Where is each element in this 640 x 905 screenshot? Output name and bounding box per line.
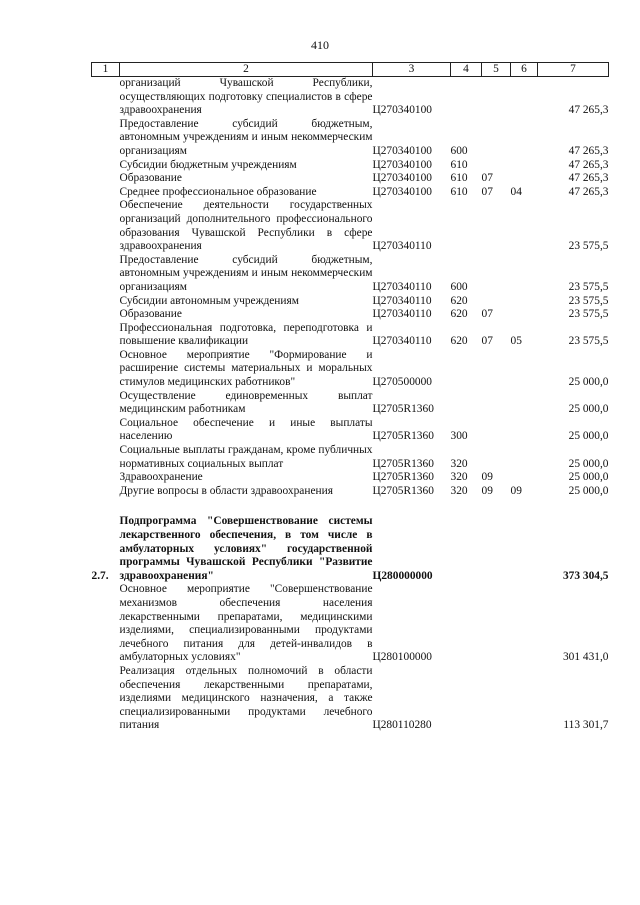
row-name: Субсидии бюджетным учреждениям xyxy=(119,158,297,171)
amount: 23 575,5 xyxy=(568,308,609,321)
amount-cell xyxy=(538,254,609,295)
row-number-cell xyxy=(92,159,120,173)
subsection-code-cell xyxy=(511,349,538,390)
target-code: Ц270340100 xyxy=(372,172,432,185)
expense-type-cell xyxy=(451,295,482,309)
amount: 373 304,5 xyxy=(562,569,609,582)
target-code: Ц270340100 xyxy=(372,158,432,171)
expense-type-cell xyxy=(451,77,482,118)
expense-type-cell xyxy=(451,254,482,295)
row-name: Другие вопросы в области здравоохранения xyxy=(119,484,333,497)
budget-table xyxy=(91,62,609,733)
row-name-cell xyxy=(120,583,373,665)
row-number-cell xyxy=(92,665,120,733)
column-header: 2 xyxy=(120,63,373,77)
expense-type-cell xyxy=(451,390,482,417)
row-name: организаций Чувашской Республики, осуществляющих подготовку специалистов в сфере здравоохранения xyxy=(119,77,373,117)
target-code: Ц280100000 xyxy=(372,651,432,664)
row-name-cell xyxy=(120,159,373,173)
subsection-code-cell xyxy=(511,118,538,159)
row-name-cell xyxy=(120,254,373,295)
row-number-cell xyxy=(92,254,120,295)
table-row xyxy=(92,583,609,665)
row-number: 2.7. xyxy=(91,569,109,582)
expense-type-cell xyxy=(451,186,482,200)
section-code: 07 xyxy=(481,308,493,321)
expense-type: 610 xyxy=(450,158,468,171)
target-code-cell xyxy=(373,118,451,159)
table-row xyxy=(92,295,609,309)
column-header: 3 xyxy=(373,63,451,77)
expense-type-cell xyxy=(451,485,482,499)
subsection-code-cell xyxy=(511,186,538,200)
expense-type-cell xyxy=(451,118,482,159)
target-code-cell xyxy=(373,390,451,417)
target-code: Ц270340110 xyxy=(372,294,432,307)
target-code: Ц280000000 xyxy=(372,569,433,582)
expense-type: 610 xyxy=(450,185,468,198)
subsection-code-cell xyxy=(511,77,538,118)
section-code-cell xyxy=(482,665,511,733)
expense-type-cell xyxy=(451,665,482,733)
subsection-code: 05 xyxy=(510,335,522,348)
target-code: Ц270500000 xyxy=(372,376,432,389)
row-number-cell xyxy=(92,417,120,444)
expense-type-cell xyxy=(451,159,482,173)
row-name: Предоставление субсидий бюджетным, автономным учреждениям и иным некоммерческим организациям xyxy=(119,253,373,293)
section-code-cell xyxy=(482,159,511,173)
row-number-cell xyxy=(92,444,120,471)
target-code: Ц270340110 xyxy=(372,240,432,253)
amount-cell xyxy=(538,417,609,444)
section-code-cell xyxy=(482,254,511,295)
amount: 25 000,0 xyxy=(568,484,609,497)
amount: 25 000,0 xyxy=(568,430,609,443)
table-row xyxy=(92,308,609,322)
subsection-code-cell xyxy=(511,199,538,253)
subsection-code: 09 xyxy=(510,484,522,497)
row-number-cell xyxy=(92,77,120,118)
table-row xyxy=(92,172,609,186)
row-name: Предоставление субсидий бюджетным, автономным учреждениям и иным некоммерческим организациям xyxy=(119,117,373,157)
row-name: Социальное обеспечение и иные выплаты населению xyxy=(119,416,373,443)
row-number-cell xyxy=(92,390,120,417)
row-name: Здравоохранение xyxy=(119,471,203,484)
amount-cell xyxy=(538,322,609,349)
row-name-cell xyxy=(120,485,373,499)
target-code-cell xyxy=(373,417,451,444)
target-code-cell xyxy=(373,444,451,471)
expense-type-cell xyxy=(451,583,482,665)
row-number-cell xyxy=(92,515,120,583)
row-number-cell xyxy=(92,308,120,322)
subsection-code-cell xyxy=(511,417,538,444)
amount: 23 575,5 xyxy=(568,240,609,253)
table-row xyxy=(92,254,609,295)
table-row xyxy=(92,444,609,471)
section-code-cell xyxy=(482,199,511,253)
amount: 47 265,3 xyxy=(568,158,609,171)
expense-type-cell xyxy=(451,199,482,253)
row-name: Осуществление единовременных выплат медицинским работникам xyxy=(119,389,373,416)
target-code-cell xyxy=(373,159,451,173)
table-row xyxy=(92,349,609,390)
expense-type-cell xyxy=(451,515,482,583)
amount: 23 575,5 xyxy=(568,294,609,307)
target-code-cell xyxy=(373,471,451,485)
table-row xyxy=(92,118,609,159)
row-name: Среднее профессиональное образование xyxy=(119,185,317,198)
expense-type: 600 xyxy=(450,280,468,293)
section-code-cell xyxy=(482,471,511,485)
expense-type: 620 xyxy=(450,335,468,348)
row-name: Реализация отдельных полномочий в области обеспечения лекарственными препаратами, изделиями медицинского назначения, а также специализированными продуктами лечебного питания xyxy=(119,664,373,732)
amount: 25 000,0 xyxy=(568,403,609,416)
row-name-cell xyxy=(120,186,373,200)
amount-cell xyxy=(538,295,609,309)
target-code: Ц2705R1360 xyxy=(372,471,434,484)
subsection-code-cell xyxy=(511,665,538,733)
column-header: 6 xyxy=(511,63,538,77)
table-row xyxy=(92,665,609,733)
subsection-code-cell xyxy=(511,485,538,499)
section-code: 07 xyxy=(481,185,493,198)
column-header: 5 xyxy=(482,63,511,77)
row-name-cell xyxy=(120,515,373,583)
spacer-cell xyxy=(92,498,609,515)
target-code-cell xyxy=(373,77,451,118)
target-code-cell xyxy=(373,308,451,322)
table-row xyxy=(92,322,609,349)
amount-cell xyxy=(538,471,609,485)
amount-cell xyxy=(538,186,609,200)
section-code-cell xyxy=(482,485,511,499)
row-name: Образование xyxy=(119,172,182,185)
expense-type: 320 xyxy=(450,484,468,497)
row-name: Образование xyxy=(119,308,182,321)
table-body xyxy=(92,77,609,733)
target-code: Ц270340100 xyxy=(372,185,432,198)
table-row xyxy=(92,417,609,444)
expense-type-cell xyxy=(451,349,482,390)
row-number-cell xyxy=(92,322,120,349)
row-name: Основное мероприятие "Совершенствование механизмов обеспечения населения лекарственными препаратами, медицинскими изделиями, специализированными продуктами лечебного питания для детей-инвалидов в амбулаторных условиях" xyxy=(119,583,373,664)
row-name-cell xyxy=(120,199,373,253)
target-code: Ц270340110 xyxy=(372,335,432,348)
amount: 47 265,3 xyxy=(568,185,609,198)
amount-cell xyxy=(538,349,609,390)
page-number: 410 xyxy=(311,38,329,52)
target-code-cell xyxy=(373,349,451,390)
expense-type-cell xyxy=(451,308,482,322)
target-code: Ц280110280 xyxy=(372,719,432,732)
row-name: Социальные выплаты гражданам, кроме публичных нормативных социальных выплат xyxy=(119,444,373,470)
subsection-code-cell xyxy=(511,172,538,186)
section-code-cell xyxy=(482,349,511,390)
row-number-cell xyxy=(92,186,120,200)
column-header: 4 xyxy=(451,63,482,77)
section-code-cell xyxy=(482,417,511,444)
target-code-cell xyxy=(373,515,451,583)
target-code-cell xyxy=(373,322,451,349)
subsection-code-cell xyxy=(511,295,538,309)
row-name: Обеспечение деятельности государственных организаций дополнительного профессионального образования Чувашской Республики в сфере здравоохранения xyxy=(119,199,373,253)
expense-type-cell xyxy=(451,471,482,485)
amount-cell xyxy=(538,444,609,471)
row-name: Основное мероприятие "Формирование и расширение системы материальных и моральных стимулов медицинских работников" xyxy=(119,348,373,389)
amount: 47 265,3 xyxy=(568,172,609,185)
row-number-cell xyxy=(92,172,120,186)
expense-type-cell xyxy=(451,322,482,349)
table-row xyxy=(92,186,609,200)
row-name: Подпрограмма "Совершенствование системы лекарственного обеспечения, в том числе в амбулаторных условиях" государственной программы Чувашской Республики "Развитие здравоохранения" xyxy=(119,515,373,582)
expense-type: 300 xyxy=(450,430,468,443)
table-row xyxy=(92,390,609,417)
section-code: 09 xyxy=(481,484,493,497)
table-row xyxy=(92,471,609,485)
target-code: Ц270340110 xyxy=(372,280,432,293)
row-number-cell xyxy=(92,471,120,485)
table-row xyxy=(92,515,609,583)
amount-cell xyxy=(538,308,609,322)
expense-type: 620 xyxy=(450,294,468,307)
section-code: 09 xyxy=(481,471,493,484)
table-header-row xyxy=(92,63,609,77)
row-name-cell xyxy=(120,349,373,390)
amount-cell xyxy=(538,172,609,186)
target-code: Ц270340100 xyxy=(372,144,432,157)
column-header: 7 xyxy=(538,63,609,77)
target-code: Ц2705R1360 xyxy=(372,457,434,470)
row-number-cell xyxy=(92,295,120,309)
section-code-cell xyxy=(482,118,511,159)
amount: 23 575,5 xyxy=(568,335,609,348)
target-code-cell xyxy=(373,199,451,253)
row-number-cell xyxy=(92,583,120,665)
target-code-cell xyxy=(373,665,451,733)
amount: 47 265,3 xyxy=(568,144,609,157)
amount: 25 000,0 xyxy=(568,376,609,389)
table-row xyxy=(92,77,609,118)
row-name-cell xyxy=(120,471,373,485)
table-row xyxy=(92,199,609,253)
amount: 301 431,0 xyxy=(562,651,609,664)
section-code: 07 xyxy=(481,335,493,348)
subsection-code-cell xyxy=(511,254,538,295)
target-code: Ц2705R1360 xyxy=(372,484,434,497)
column-header: 1 xyxy=(92,63,120,77)
target-code-cell xyxy=(373,485,451,499)
expense-type-cell xyxy=(451,417,482,444)
target-code-cell xyxy=(373,583,451,665)
subsection-code: 04 xyxy=(510,185,522,198)
section-code-cell xyxy=(482,515,511,583)
subsection-code-cell xyxy=(511,322,538,349)
row-name-cell xyxy=(120,172,373,186)
section-code-cell xyxy=(482,308,511,322)
row-name-cell xyxy=(120,322,373,349)
subsection-code-cell xyxy=(511,515,538,583)
target-code-cell xyxy=(373,172,451,186)
section-code-cell xyxy=(482,186,511,200)
amount-cell xyxy=(538,485,609,499)
section-code-cell xyxy=(482,172,511,186)
amount: 23 575,5 xyxy=(568,280,609,293)
amount-cell xyxy=(538,118,609,159)
table-row xyxy=(92,485,609,499)
expense-type: 600 xyxy=(450,144,468,157)
target-code: Ц270340110 xyxy=(372,308,432,321)
row-name-cell xyxy=(120,308,373,322)
section-code-cell xyxy=(482,444,511,471)
subsection-code-cell xyxy=(511,471,538,485)
section-code-cell xyxy=(482,77,511,118)
expense-type: 320 xyxy=(450,471,468,484)
target-code-cell xyxy=(373,254,451,295)
expense-type-cell xyxy=(451,444,482,471)
row-name-cell xyxy=(120,444,373,471)
subsection-code-cell xyxy=(511,390,538,417)
row-name-cell xyxy=(120,295,373,309)
section-code-cell xyxy=(482,322,511,349)
amount: 113 301,7 xyxy=(563,719,609,732)
amount-cell xyxy=(538,199,609,253)
subsection-code-cell xyxy=(511,308,538,322)
expense-type-cell xyxy=(451,172,482,186)
spacer-row xyxy=(92,498,609,515)
amount: 25 000,0 xyxy=(568,457,609,470)
row-name-cell xyxy=(120,390,373,417)
section-code-cell xyxy=(482,390,511,417)
subsection-code-cell xyxy=(511,159,538,173)
row-number-cell xyxy=(92,118,120,159)
subsection-code-cell xyxy=(511,444,538,471)
target-code: Ц2705R1360 xyxy=(372,403,434,416)
amount-cell xyxy=(538,390,609,417)
expense-type: 320 xyxy=(450,457,468,470)
expense-type: 620 xyxy=(450,308,468,321)
row-name-cell xyxy=(120,665,373,733)
target-code: Ц2705R1360 xyxy=(372,430,434,443)
amount-cell xyxy=(538,665,609,733)
row-number-cell xyxy=(92,485,120,499)
amount: 25 000,0 xyxy=(568,471,609,484)
amount-cell xyxy=(538,583,609,665)
amount-cell xyxy=(538,77,609,118)
row-name-cell xyxy=(120,118,373,159)
subsection-code-cell xyxy=(511,583,538,665)
row-name-cell xyxy=(120,417,373,444)
expense-type: 610 xyxy=(450,172,468,185)
target-code-cell xyxy=(373,295,451,309)
amount-cell xyxy=(538,515,609,583)
section-code-cell xyxy=(482,295,511,309)
target-code-cell xyxy=(373,186,451,200)
section-code-cell xyxy=(482,583,511,665)
row-name: Профессиональная подготовка, переподготовка и повышение квалификации xyxy=(119,321,373,348)
table-row xyxy=(92,159,609,173)
row-name-cell xyxy=(120,77,373,118)
amount-cell xyxy=(538,159,609,173)
target-code: Ц270340100 xyxy=(372,104,432,117)
row-number-cell xyxy=(92,199,120,253)
section-code: 07 xyxy=(481,172,493,185)
amount: 47 265,3 xyxy=(568,104,609,117)
row-number-cell xyxy=(92,349,120,390)
row-name: Субсидии автономным учреждениям xyxy=(119,294,299,307)
